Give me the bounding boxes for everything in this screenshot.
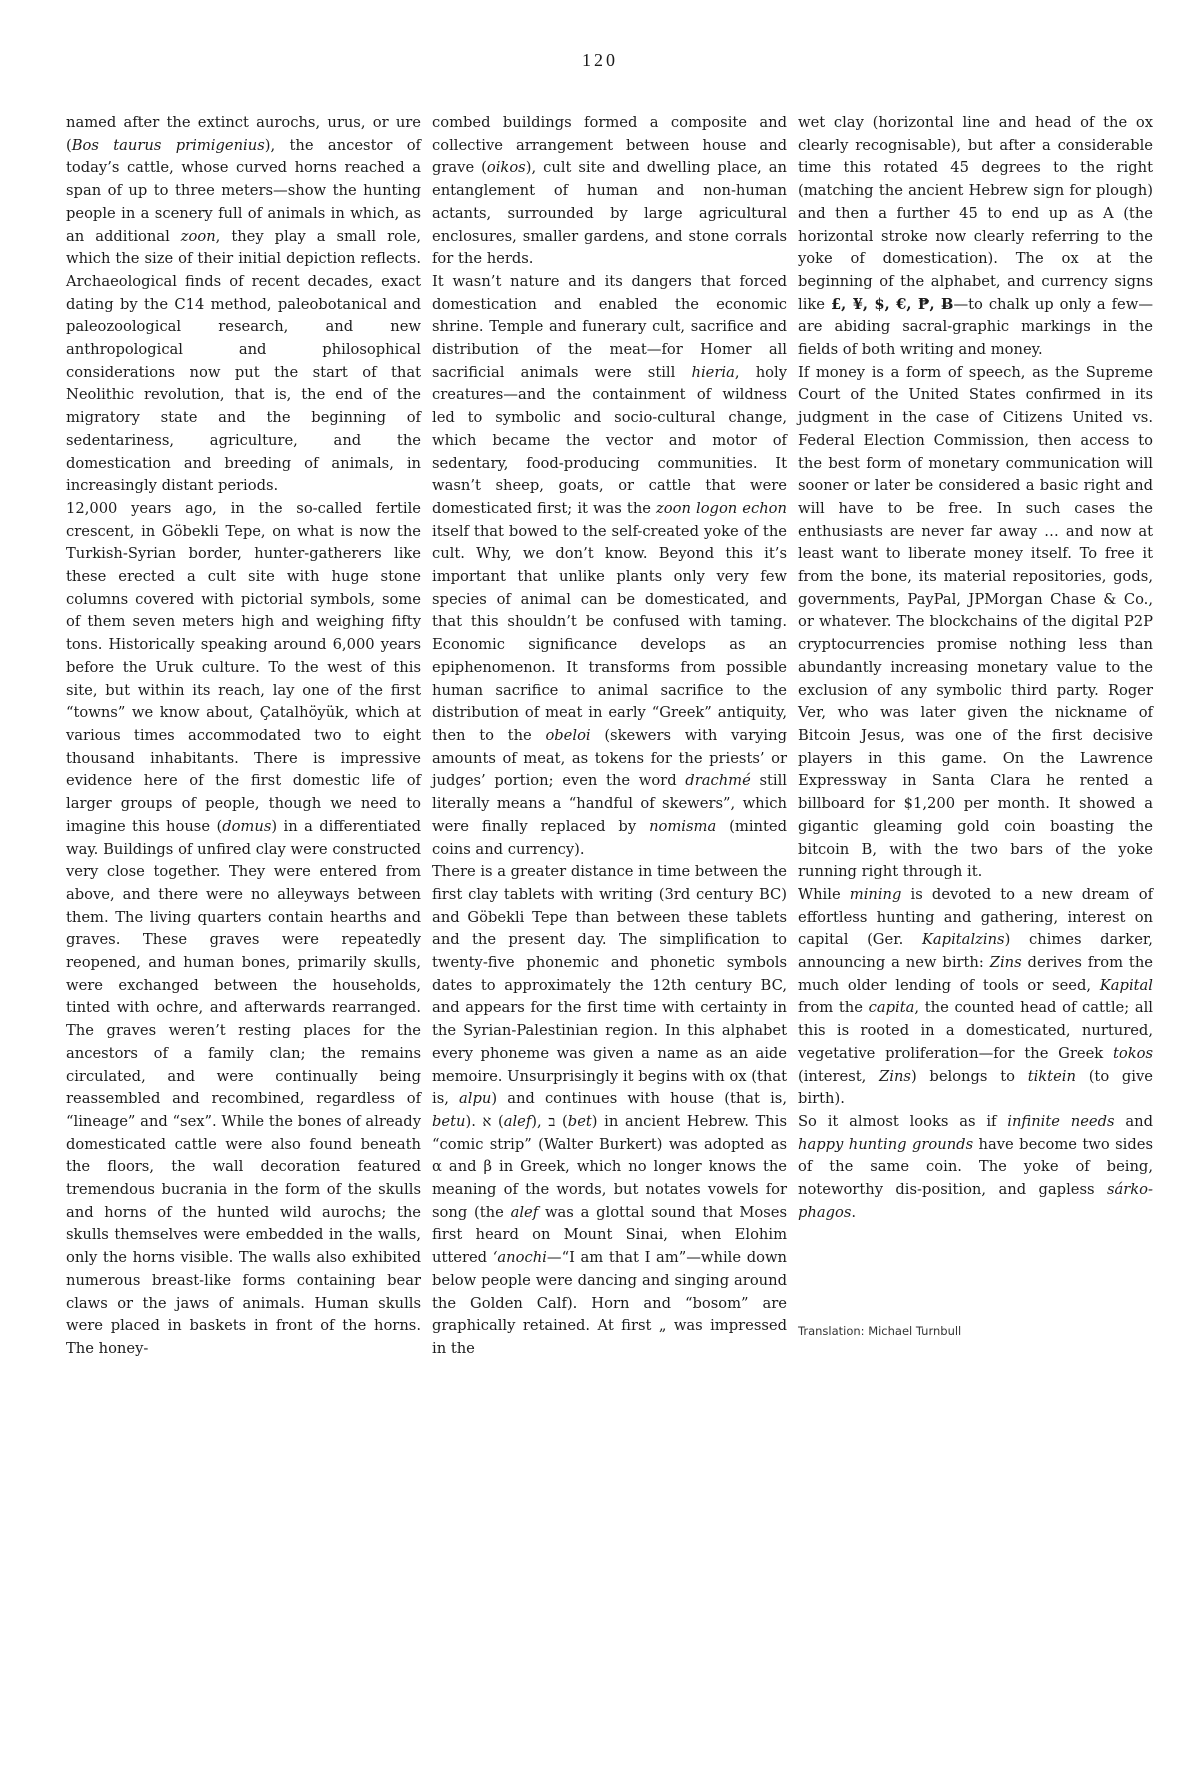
text-run: ) in a differentiated way. Buildings of unfired clay were constructed very close together. They were entered from above, and there were no alleyways between them. The living quarters contain hearths and graves. These graves were repeatedly reopened, and human bones, primarily skulls, were exchanged between the households, tinted with ochre, and afterwards rearranged. The graves weren’t resting places for the ancestors of a family clan; the remains circulated, and were continually being reassembled and recombined, regardless of “lineage” and “sex”. While the bones of already domesticated cattle were also found beneath the floors, the wall decoration featured tremendous bucrania in the form of the skulls and horns of the hunted wild aurochs; the skulls themselves were embedded in the walls, only the horns visible. The walls also exhibited numerous breast-like forms containing bear claws or the jaws of animals. Human skulls were placed in baskets in front of the horns. The honey- — [66, 817, 421, 1357]
italic-text: nomisma — [649, 817, 717, 835]
italic-text: infinite needs — [1007, 1112, 1115, 1130]
text-run: (to give birth). — [798, 1067, 1153, 1108]
italic-text: tokos — [1112, 1044, 1153, 1062]
text-run: There is a greater distance in time between the first clay tablets with writing (3rd century BC) and Göbekli Tepe than between these tablets and the present day. The simplification to twenty-five phonemic and phonetic symbols dates to approximately the 12th century BC, and appears for the first time with certainty in the Syrian-Palestinian region. In this alphabet every phoneme was given a name as an aide memoire. Unsurprisingly it begins with ox (that is, — [432, 863, 788, 1108]
paragraph — [66, 498, 421, 1361]
italic-text: obeloi — [545, 726, 591, 744]
bold-text: £, ¥, $, €, ₱, Ƀ — [830, 295, 954, 313]
italic-text: hieria — [691, 363, 735, 381]
italic-text: alef — [503, 1112, 532, 1130]
italic-text: Kapitalzins — [921, 931, 1005, 949]
text-run: ) chimes darker, announcing a new birth: — [798, 931, 1153, 972]
text-run: have become two sides of the same coin. The yoke of being, noteworthy dis-position, and gapless — [798, 1135, 1153, 1199]
text-run: ), cult site and dwelling place, an entanglement of human and non-human actants, surrounded by large agricultural enclosures, smaller gardens, and stone corrals for the herds. — [432, 159, 788, 268]
text-run: , the counted head of cattle; all this is rooted in a domesticated, nurtured, vegetative proliferation—for the Greek — [798, 999, 1153, 1062]
text-run: —to chalk up only a few—are abiding sacral-graphic markings in the fields of both writing and money. — [798, 295, 1154, 359]
text-run: ). א ( — [465, 1112, 504, 1130]
text-run: combed buildings formed a composite and collective arrangement between house and grave ( — [432, 114, 787, 177]
italic-text: Zins — [879, 1067, 911, 1085]
text-column-1 — [66, 112, 421, 1361]
paragraph — [798, 1111, 1153, 1225]
text-run: derives from the much older lending of tools or seed, — [798, 954, 1153, 994]
text-run: . — [851, 1203, 857, 1221]
italic-text: ‘anochi — [492, 1249, 547, 1267]
italic-text: zoon — [180, 227, 216, 245]
text-run: If money is a form of speech, as the Supreme Court of the United States confirmed in its judgment in the case of Citizens United vs. Federal Election Commission, then access to the best form of monetary communication will sooner or later be considered a basic right and will have to be free. In such cases the enthusiasts are never far away … and now at least want to liberate money itself. To free it from the bone, its material repositories, gods, governments, PayPal, JPMorgan Chase & Co., or whatever. The blockchains of the digital P2P cryptocurrencies promise nothing less than abundantly increasing monetary value to the exclusion of any symbolic third party. Roger Ver, who was later given the nickname of Bitcoin Jesus, was one of the first decisive players in this game. On the Lawrence Expressway in Santa Clara he rented a billboard for $1,200 per month. It showed a gigantic gleaming gold coin boasting the bitcoin B, with the two bars of the yoke running right through it. — [798, 363, 1153, 881]
text-run: from the — [798, 999, 869, 1017]
italic-text: sárko-phagos — [798, 1181, 1153, 1221]
translation-credit: Translation: Michael Turnbull — [798, 1324, 962, 1339]
text-run: , they play a small role, which the size of their initial depiction reflects. Archaeological finds of recent decades, exact dating by the C14 method, paleobotanical and paleozoological research, and new anthropological and philosophical considerations now put the start of that Neolithic revolution, that is, the end of the migratory state and the beginning of sedentariness, agriculture, and the domestication and breeding of animals, in increasingly distant periods. — [66, 227, 422, 495]
text-run: ), the ancestor of today’s cattle, whose curved horns reached a span of up to three meters—show the hunting people in a scenery full of animals in which, as an additional — [66, 136, 421, 245]
italic-text: drachmé — [685, 772, 751, 790]
italic-text: betu — [432, 1112, 466, 1130]
text-run: named after the extinct aurochs, urus, or ure ( — [66, 114, 421, 154]
text-run: is devoted to a new dream of effortless hunting and gathering, interest on capital (Ger. — [798, 885, 1154, 949]
italic-text: zoon logon echon — [656, 499, 787, 517]
italic-text: Zins — [989, 954, 1022, 972]
text-run: itself that bowed to the self-created yoke of the cult. Why, we don’t know. Beyond this it’s important that unlike plants only very few species of animal can be domesticated, and that this shouldn’t be confused with taming. Economic significance develops as an epiphenomenon. It transforms from possible human sacrifice to animal sacrifice to the distribution of meat in early “Greek” antiquity, then to the — [432, 522, 787, 744]
italic-text: alpu — [459, 1090, 492, 1108]
paragraph — [432, 112, 787, 271]
text-run: was a glottal sound that Moses first heard on Mount Sinai, when Elohim uttered — [432, 1203, 787, 1267]
text-run: still literally means a “handful of skewers”, which were finally replaced by — [432, 772, 787, 835]
text-run: (skewers with varying amounts of meat, as tokens for the priests’ or judges’ portion; even the word — [432, 726, 787, 790]
text-run: , holy creatures—and the containment of wildness led to symbolic and socio-cultural change, which became the vector and motor of sedentary, food-producing communities. It wasn’t sheep, goats, or cattle that were domesticated first; it was the — [432, 363, 787, 517]
italic-text: oikos — [486, 159, 526, 177]
text-run: ), ב ( — [531, 1112, 568, 1130]
italic-text: Bos taurus primigenius — [71, 136, 265, 154]
italic-text: capita — [868, 999, 915, 1017]
paragraph — [66, 112, 421, 498]
text-run: 12,000 years ago, in the so-called fertile crescent, in Göbekli Tepe, on what is now the Turkish-Syrian border, hunter-gatherers like these erected a cult site with huge stone columns covered with pictorial symbols, some of them seven meters high and weighing fifty tons. Historically speaking around 6,000 years before the Uruk culture. To the west of this site, but within its reach, lay one of the first “towns” we know about, Çatalhöyük, which at various times accommodated two to eight thousand inhabitants. There is impressive evidence here of the first domestic life of larger groups of people, though we need to imagine this house ( — [66, 499, 421, 835]
text-run: and — [1114, 1112, 1153, 1130]
page-number: 120 — [582, 50, 618, 70]
italic-text: mining — [849, 885, 902, 903]
paragraph — [432, 271, 787, 861]
text-run: (interest, — [798, 1067, 880, 1085]
text-run: It wasn’t nature and its dangers that forced domestication and enabled the economic shrine. Temple and funerary cult, sacrifice and distribution of the meat—for Homer all sacrificial animals were still — [432, 272, 787, 381]
text-column-3 — [798, 112, 1153, 1343]
italic-text: alef — [510, 1203, 539, 1221]
italic-text: Kapital — [1099, 976, 1153, 994]
text-run: —“I am that I am”—while down below people were dancing and singing around the Golden Calf). Horn and “bosom” are graphically retained. At first „ was impressed in the — [432, 1249, 787, 1357]
text-run: ) in ancient Hebrew. This “comic strip” (Walter Burkert) was adopted as α and β in Greek, which no longer knows the meaning of the words, but notates vowels for song (the — [432, 1112, 787, 1221]
paragraph — [432, 861, 787, 1360]
italic-text: tiktein — [1027, 1067, 1076, 1085]
text-run: wet clay (horizontal line and head of the ox clearly recognisable), but after a considerable time this rotated 45 degrees to the right (matching the ancient Hebrew sign for plough) and then a further 45 to end up as A (the horizontal stroke now clearly referring to the yoke of domestication). The ox at the beginning of the alphabet, and currency signs like — [798, 114, 1153, 313]
paragraph — [798, 884, 1153, 1111]
italic-text: domus — [222, 817, 272, 835]
text-run: While — [798, 885, 850, 903]
text-column-2 — [432, 112, 787, 1361]
text-run: ) belongs to — [910, 1067, 1028, 1085]
text-run: (minted coins and currency). — [432, 817, 787, 858]
paragraph — [798, 112, 1153, 362]
text-run: So it almost looks as if — [798, 1112, 1008, 1130]
paragraph — [798, 362, 1153, 884]
italic-text: bet — [567, 1112, 592, 1130]
text-run: ) and continues with house (that is, — [491, 1090, 787, 1108]
italic-text: happy hunting grounds — [798, 1135, 974, 1153]
